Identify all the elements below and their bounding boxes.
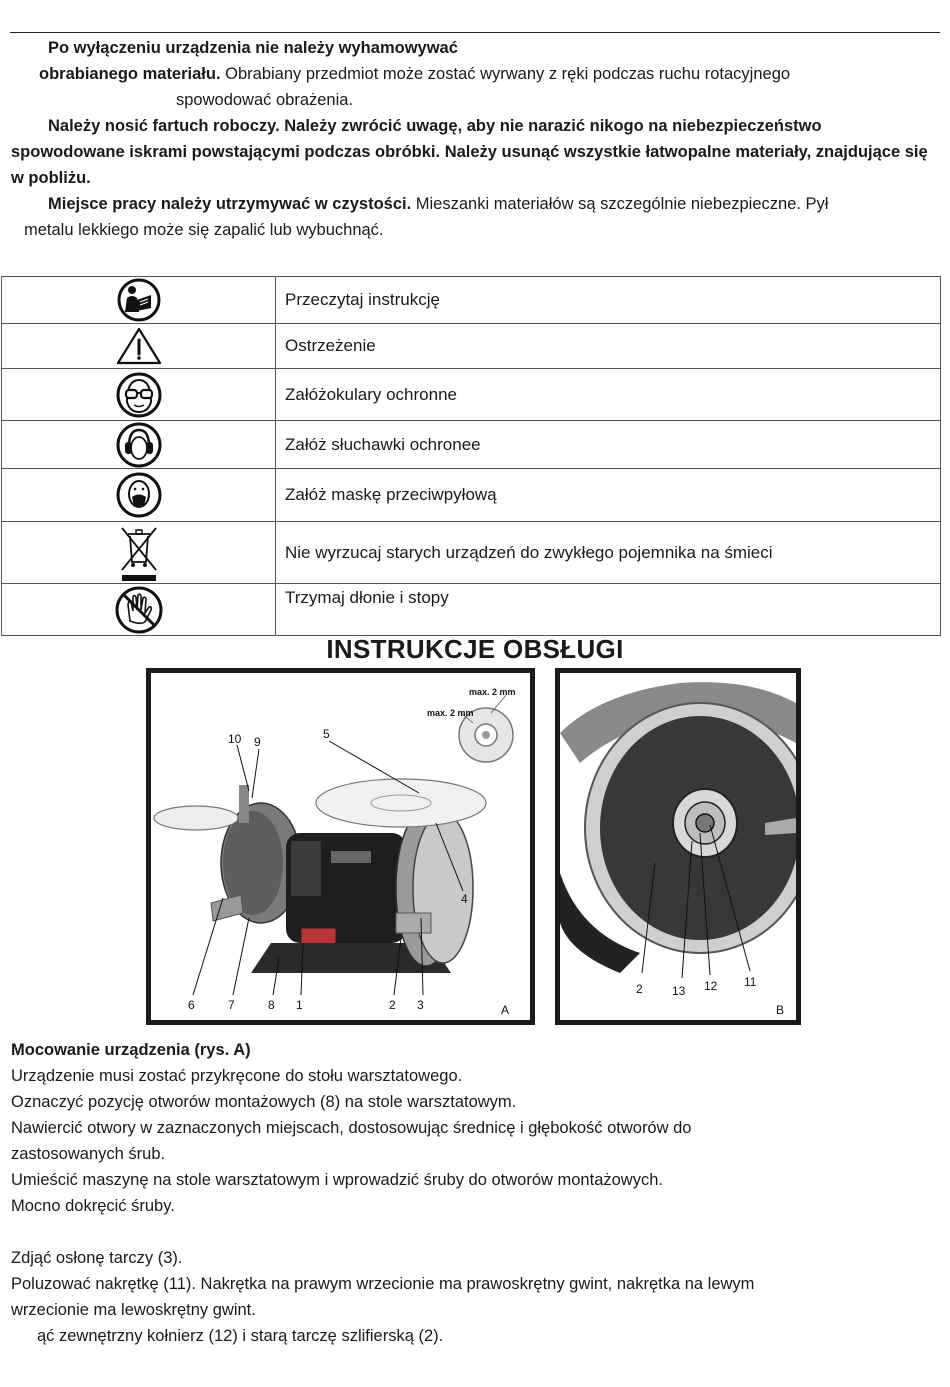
symbol-icon-cell <box>2 584 276 636</box>
mounting-title: Mocowanie urządzenia (rys. A) <box>11 1041 251 1059</box>
mounting-line: Nawiercić otwory w zaznaczonych miejscach, dostosowując średnicę i głębokość otworów do <box>11 1119 692 1137</box>
callout-label: 6 <box>188 998 195 1012</box>
symbol-label: Załóżokulary ochronne <box>276 369 941 421</box>
inset-label: max. 2 mm <box>427 708 474 718</box>
mounting-line: Urządzenie musi zostać przykręcone do stołu warsztatowego. <box>11 1067 463 1085</box>
intro-paragraph-1 <box>11 35 939 113</box>
callout-label: 13 <box>672 984 686 998</box>
read-manual-icon <box>115 278 163 322</box>
callout-label: 4 <box>461 892 468 906</box>
symbol-label: Załóż maskę przeciwpyłową <box>276 469 941 522</box>
callout-label: 5 <box>323 727 330 741</box>
dust-mask-icon <box>115 472 163 518</box>
symbol-label: Nie wyrzucaj starych urządzeń do zwykłego pojemnika na śmieci <box>276 522 941 584</box>
intro-p3-bold: Miejsce pracy należy utrzymywać w czystości. <box>48 195 412 213</box>
figure-letter: A <box>501 1003 510 1017</box>
symbol-label: Przeczytaj instrukcję <box>276 277 941 324</box>
figure-letter: B <box>776 1003 785 1017</box>
mounting-section <box>11 1037 939 1349</box>
mounting-line: Poluzować nakrętkę (11). Nakrętka na prawym wrzecionie ma prawoskrętny gwint, nakrętka na lewym <box>11 1275 755 1293</box>
mounting-line: Umieścić maszynę na stole warsztatowym i wprowadzić śruby do otworów montażowych. <box>11 1171 663 1189</box>
spacer <box>11 1219 939 1245</box>
crossed-bin-icon <box>115 524 163 582</box>
mounting-line: Oznaczyć pozycję otworów montażowych (8) na stole warsztatowym. <box>11 1093 517 1111</box>
mounting-line: Mocno dokręcić śruby. <box>11 1197 175 1215</box>
symbol-row <box>2 324 941 369</box>
intro-p1-bold-b: obrabianego materiału. <box>39 65 221 83</box>
callout-label: 3 <box>417 998 424 1012</box>
callout-label: 9 <box>254 735 261 749</box>
symbol-label: Ostrzeżenie <box>276 324 941 369</box>
symbol-row <box>2 469 941 522</box>
mounting-line: ąć zewnętrzny kołnierz (12) i starą tarczę szlifierską (2). <box>37 1327 444 1345</box>
symbol-icon-cell <box>2 421 276 469</box>
bench-grinder-illustration <box>151 673 530 1020</box>
callout-label: 12 <box>704 979 718 993</box>
callout-label: 8 <box>268 998 275 1012</box>
keep-hands-away-icon <box>114 585 164 635</box>
section-heading: INSTRUKCJE OBSŁUGI <box>326 634 624 664</box>
intro-p3-text2: metalu lekkiego może się zapalić lub wybuchnąć. <box>24 221 384 239</box>
callout-label: 2 <box>636 982 643 996</box>
symbol-icon-cell <box>2 324 276 369</box>
intro-p3-line1 <box>11 191 939 217</box>
symbol-icon-cell <box>2 469 276 522</box>
symbol-row <box>2 584 941 636</box>
intro-p3-text: Mieszanki materiałów są szczególnie niebezpieczne. Pył <box>411 195 829 213</box>
top-rule <box>10 32 940 33</box>
symbol-label: Załóż słuchawki ochronee <box>276 421 941 469</box>
mounting-line: wrzecionie ma lewoskrętny gwint. <box>11 1301 256 1319</box>
intro-p1-line2 <box>11 61 939 87</box>
inset-label: max. 2 mm <box>469 687 516 697</box>
ear-protection-icon <box>115 422 163 468</box>
safety-symbols-table <box>1 276 941 636</box>
intro-paragraph-2: Należy nosić fartuch roboczy. Należy zwrócić uwagę, aby nie narazić nikogo na niebezpieczeństwo spowodowane iskrami powstającymi podczas obróbki. Należy usunąć wszystkie łatwopalne materiały, znajdujące się w pobliżu. <box>11 117 928 187</box>
symbol-row <box>2 522 941 584</box>
warning-triangle-icon <box>115 326 163 366</box>
callout-label: 7 <box>228 998 235 1012</box>
symbol-icon-cell <box>2 369 276 421</box>
intro-p1-bold-a: Po wyłączeniu urządzenia nie należy wyhamowywać <box>48 39 458 57</box>
callout-label: 1 <box>296 998 303 1012</box>
intro-p1-text: Obrabiany przedmiot może zostać wyrwany z ręki podczas ruchu rotacyjnego <box>220 65 791 83</box>
mounting-line: Zdjąć osłonę tarczy (3). <box>11 1249 183 1267</box>
symbol-row <box>2 369 941 421</box>
callout-label: 10 <box>228 732 242 746</box>
intro-p1-text2: spowodować obrażenia. <box>176 91 354 109</box>
callout-label: 11 <box>744 975 757 989</box>
symbol-row <box>2 277 941 324</box>
intro-paragraph-3 <box>11 191 939 243</box>
symbol-icon-cell <box>2 522 276 584</box>
symbol-label: Trzymaj dłonie i stopy <box>276 584 941 636</box>
figure-b <box>555 668 801 1025</box>
symbol-icon-cell <box>2 277 276 324</box>
figure-a <box>146 668 535 1025</box>
mounting-line: zastosowanych śrub. <box>11 1145 166 1163</box>
symbol-row <box>2 421 941 469</box>
grinding-wheel-closeup <box>560 673 796 1020</box>
callout-label: 2 <box>389 998 396 1012</box>
safety-goggles-icon <box>115 372 163 418</box>
